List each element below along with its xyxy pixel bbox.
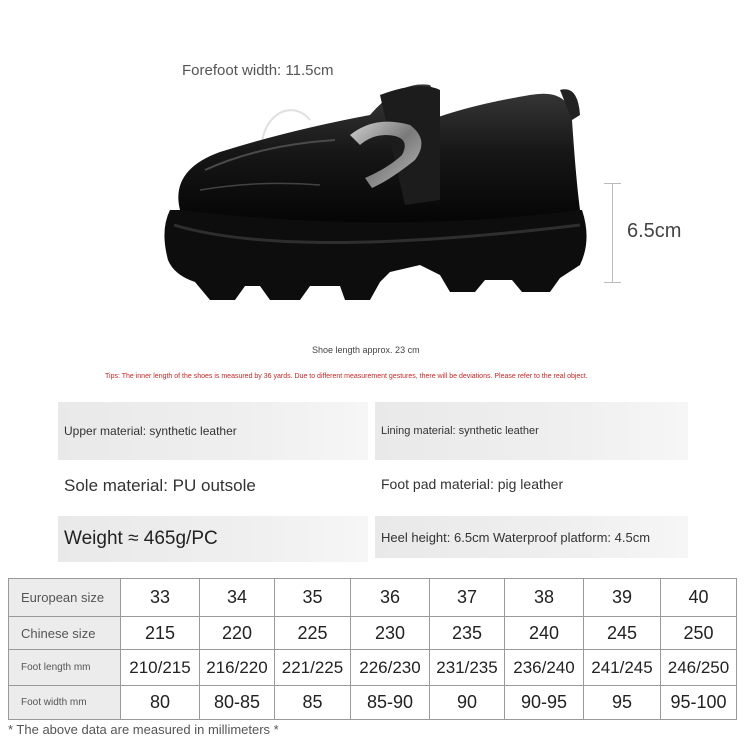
shoe-product-image	[140, 60, 600, 330]
row-header: Chinese size	[9, 617, 121, 650]
row-header: Foot length mm	[9, 650, 121, 686]
size-cell: 246/250	[661, 650, 737, 686]
size-cell: 85	[275, 686, 351, 720]
size-cell: 38	[505, 579, 584, 617]
heel-height-panel	[375, 516, 688, 558]
size-cell: 245	[584, 617, 661, 650]
size-cell: 85-90	[351, 686, 430, 720]
height-dimension-line	[612, 183, 613, 283]
size-cell: 34	[200, 579, 275, 617]
size-cell: 39	[584, 579, 661, 617]
heel-height-label: 6.5cm	[627, 220, 682, 242]
size-cell: 95	[584, 686, 661, 720]
forefoot-width-label: Forefoot width: 11.5cm	[182, 62, 334, 79]
lining-material-text: Lining material: synthetic leather	[381, 425, 539, 437]
size-cell: 221/225	[275, 650, 351, 686]
heel-height-text: Heel height: 6.5cm Waterproof platform: 4.5cm	[381, 529, 651, 545]
sole-material-panel	[58, 464, 368, 508]
size-cell: 215	[121, 617, 200, 650]
size-row-foot-length	[9, 650, 737, 686]
row-header: European size	[9, 579, 121, 617]
size-cell: 240	[505, 617, 584, 650]
size-cell: 226/230	[351, 650, 430, 686]
size-cell: 210/215	[121, 650, 200, 686]
shoe-length-label: Shoe length approx. 23 cm	[312, 345, 420, 355]
size-cell: 35	[275, 579, 351, 617]
size-cell: 250	[661, 617, 737, 650]
shoe-sole	[164, 210, 586, 300]
upper-material-panel	[58, 402, 368, 460]
size-cell: 216/220	[200, 650, 275, 686]
size-cell: 235	[430, 617, 505, 650]
sole-material-text: Sole material: PU outsole	[64, 476, 256, 495]
size-cell: 236/240	[505, 650, 584, 686]
size-row-european	[9, 579, 737, 617]
size-cell: 36	[351, 579, 430, 617]
measurement-footnote: * The above data are measured in millimeters *	[8, 722, 279, 737]
size-cell: 80	[121, 686, 200, 720]
size-cell: 90-95	[505, 686, 584, 720]
size-row-foot-width	[9, 686, 737, 720]
size-cell: 40	[661, 579, 737, 617]
row-header: Foot width mm	[9, 686, 121, 720]
size-cell: 80-85	[200, 686, 275, 720]
size-row-chinese	[9, 617, 737, 650]
lining-material-panel	[375, 402, 688, 460]
weight-text: Weight ≈ 465g/PC	[64, 528, 218, 549]
size-chart-table	[8, 578, 737, 720]
size-cell: 37	[430, 579, 505, 617]
size-cell: 230	[351, 617, 430, 650]
size-cell: 241/245	[584, 650, 661, 686]
size-cell: 90	[430, 686, 505, 720]
foot-pad-material-text: Foot pad material: pig leather	[381, 476, 564, 492]
size-cell: 95-100	[661, 686, 737, 720]
size-cell: 231/235	[430, 650, 505, 686]
size-cell: 225	[275, 617, 351, 650]
size-cell: 33	[121, 579, 200, 617]
height-dimension-cap-bottom	[604, 282, 621, 283]
tips-note: Tips: The inner length of the shoes is measured by 36 yards. Due to different measurement gestures, there will be deviations. Please refer to the real object.	[105, 373, 588, 380]
upper-material-text: Upper material: synthetic leather	[64, 424, 237, 438]
foot-pad-material-panel	[375, 464, 688, 504]
size-cell: 220	[200, 617, 275, 650]
shoe-upper	[178, 84, 580, 222]
weight-panel	[58, 516, 368, 562]
